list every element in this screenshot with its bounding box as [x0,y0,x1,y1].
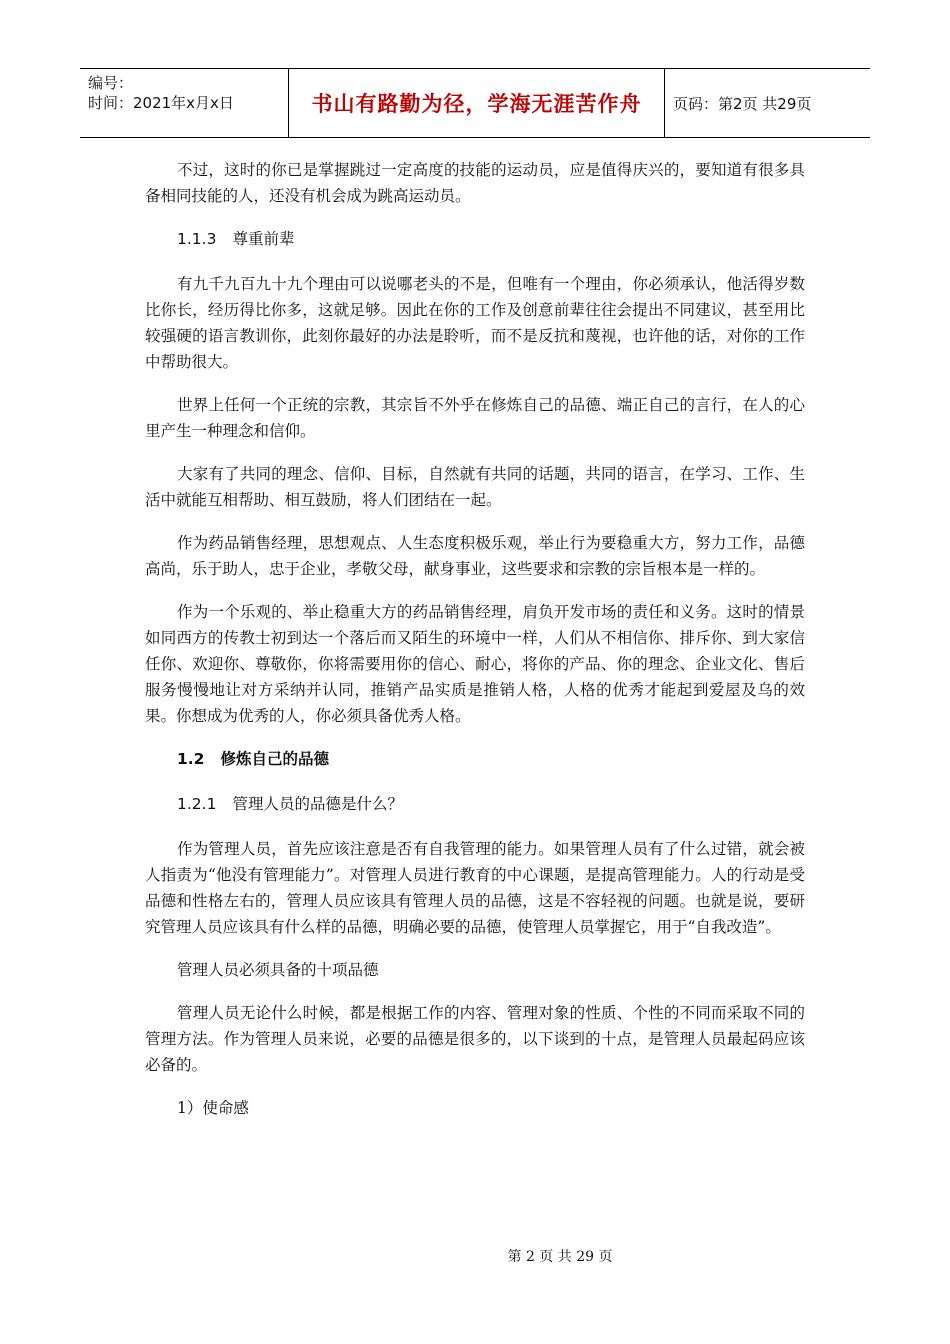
paragraph: 作为药品销售经理，思想观点、人生态度积极乐观，举止行为要稳重大方，努力工作，品德高尚，乐于助人，忠于企业，孝敬父母，献身事业，这些要求和宗教的宗旨根本是一样的。 [145,534,805,578]
header-meta [80,69,289,137]
section-number: 1.2.1 [177,795,217,813]
paragraph: 作为管理人员，首先应该注意是否有自我管理的能力。如果管理人员有了什么过错，就会被人指责为“他没有管理能力”。对管理人员进行教育的中心课题，是提高管理能力。人的行动是受品德和性格左右的，管理人员应该具有管理人员的品德，这是不容轻视的问题。也就是说，要研究管理人员应该具有什么样的品德，明确必要的品德，使管理人员掌握它，用于“自我改造”。 [145,840,805,936]
section-number: 1.1.3 [177,230,217,248]
paragraph: 世界上任何一个正统的宗教，其宗旨不外乎在修炼自己的品德、端正自己的言行，在人的心里产生一种理念和信仰。 [145,396,805,440]
document-date-label: 时间：2021年x月x日 [88,94,234,112]
header-motto: 书山有路勤为径，学海无涯苦作舟 [289,69,665,137]
header-page-info: 页码：第2页 共29页 [673,94,812,113]
document-number-label: 编号： [88,74,134,92]
paragraph: 大家有了共同的理念、信仰、目标，自然就有共同的话题，共同的语言，在学习、工作、生活中就能互相帮助、相互鼓励，将人们团结在一起。 [145,465,805,509]
page-header [80,68,870,138]
paragraph: 管理人员无论什么时候，都是根据工作的内容、管理对象的性质、个性的不同而采取不同的管理方法。作为管理人员来说，必要的品德是很多的，以下谈到的十点，是管理人员最起码应该必备的。 [145,1004,805,1074]
section-title: 修炼自己的品德 [220,750,329,768]
section-heading-1-1-3 [145,226,805,252]
paragraph: 作为一个乐观的、举止稳重大方的药品销售经理，肩负开发市场的责任和义务。这时的情景如同西方的传教士初到达一个落后而又陌生的环境中一样，人们从不相信你、排斥你、到大家信任你、欢迎你、尊敬你，你将需要用你的信心、耐心，将你的产品、你的理念、企业文化、售后服务慢慢地让对方采纳并认同，推销产品实质是推销人格，人格的优秀才能起到爱屋及乌的效果。你想成为优秀的人，你必须具备优秀人格。 [145,603,805,725]
section-title: 尊重前辈 [232,230,295,248]
section-title: 管理人员的品德是什么？ [232,795,403,813]
document-body [145,157,805,1138]
section-number: 1.2 [177,750,205,768]
section-heading-1-2-1 [145,791,805,817]
paragraph: 有九千九百九十九个理由可以说哪老头的不是，但唯有一个理由，你必须承认，他活得岁数比你长，经历得比你多，这就足够。因此在你的工作及创意前辈往往会提出不同建议，甚至用比较强硬的语言教训你，此刻你最好的办法是聆听，而不是反抗和蔑视，也许他的话，对你的工作中帮助很大。 [145,275,805,371]
paragraph-heading: 管理人员必须具备的十项品德 [177,961,379,979]
section-heading-1-2 [145,746,805,772]
list-item: 1）使命感 [177,1099,249,1117]
paragraph: 不过，这时的你已是掌握跳过一定高度的技能的运动员，应是值得庆兴的，要知道有很多具备相同技能的人，还没有机会成为跳高运动员。 [145,161,805,205]
page-footer: 第 2 页 共 29 页 [507,1249,613,1265]
